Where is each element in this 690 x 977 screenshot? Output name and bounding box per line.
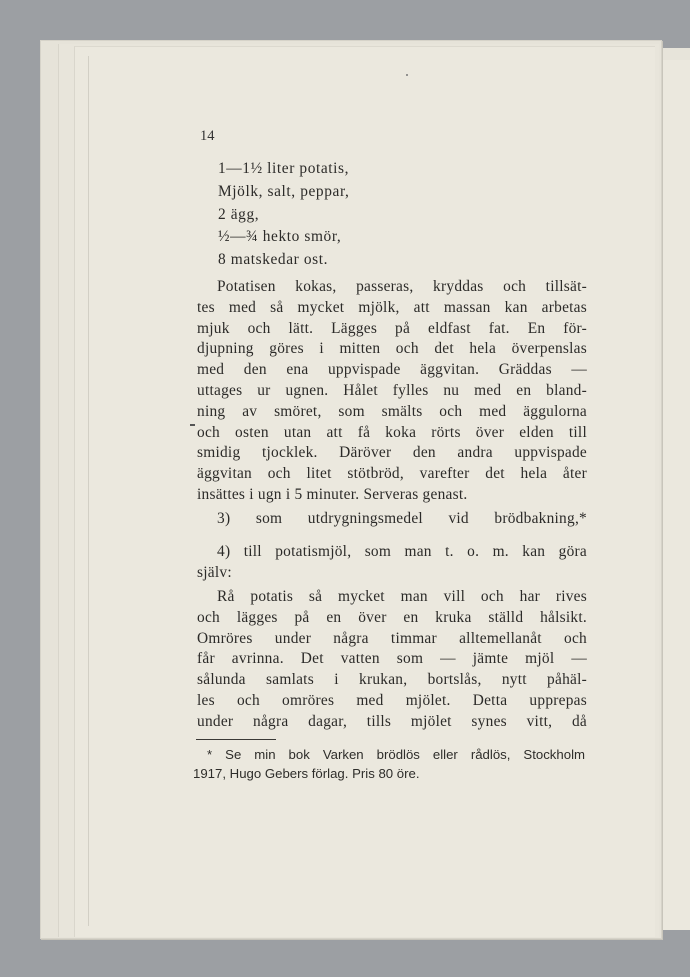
footnote-rule [196,739,276,740]
text-line: själv: [197,563,232,581]
text-line: mjuk och lätt. Lägges på eldfast fat. En för- [197,319,587,337]
text-line: och lägges på en över en kruka ställd hålsikt. [197,608,587,626]
text-line: med den ena uppvispade äggvitan. Gräddas — [197,361,587,379]
text-line: Rå potatis så mycket man vill och har rives [217,588,587,605]
text-line: sålunda samlats i krukan, bortslås, nytt påhäl- [197,671,587,689]
text-line: les och omröres med mjölet. Detta upprepas [197,691,587,709]
ingredient-line: Mjölk, salt, peppar, [218,183,350,200]
text-line: får avrinna. Det vatten som — jämte mjöl — [197,650,587,668]
text-line: ning av smöret, som smälts och med äggulorna [197,402,587,420]
text-line: Potatisen kokas, passeras, kryddas och tillsät- [217,278,587,295]
text-line: djupning göres i mitten och det hela överpenslas [197,340,587,358]
item-3-line [197,509,587,530]
text-line: insättes i ugn i 5 minuter. Serveras genast. [197,485,468,503]
ingredient-line: 2 ägg, [218,206,260,223]
text-line: uttages ur ugnen. Hålet fylles nu med en bland- [197,381,587,399]
text-line: under några dagar, tills mjölet synes vitt, då [197,712,587,730]
footnote [193,745,585,783]
text-line: 3) som utdrygningsmedel vid brödbakning,* [217,510,587,527]
page-deckle-edge [88,56,89,926]
paper-speck [406,74,408,76]
recipe-paragraph [197,277,587,506]
ingredient-line: 1—1½ liter potatis, [218,160,350,177]
text-line: tes med så mycket mjölk, att massan kan arbetas [197,298,587,316]
footnote-line: * Se min bok Varken brödlös eller rådlös, Stockholm [207,747,585,762]
text-line: smidig tjocklek. Däröver den andra uppvispade [197,444,587,462]
ingredient-line: 8 matskedar ost. [218,251,329,268]
footnote-line: 1917, Hugo Gebers förlag. Pris 80 öre. [193,766,420,781]
text-line: äggvitan och litet stötbröd, varefter det hela åter [197,465,587,483]
text-line: och osten utan att få koka rörts över elden till [197,423,587,441]
page-number: 14 [200,128,215,144]
text-line: Omröres under några timmar alltemellanåt och [197,629,587,647]
text-line: 4) till potatismjöl, som man t. o. m. kan göra [217,543,587,560]
ingredient-line: ½—¾ hekto smör, [218,228,342,245]
potato-flour-paragraph [197,587,587,733]
margin-mark [190,424,195,426]
item-4-paragraph [197,542,587,584]
